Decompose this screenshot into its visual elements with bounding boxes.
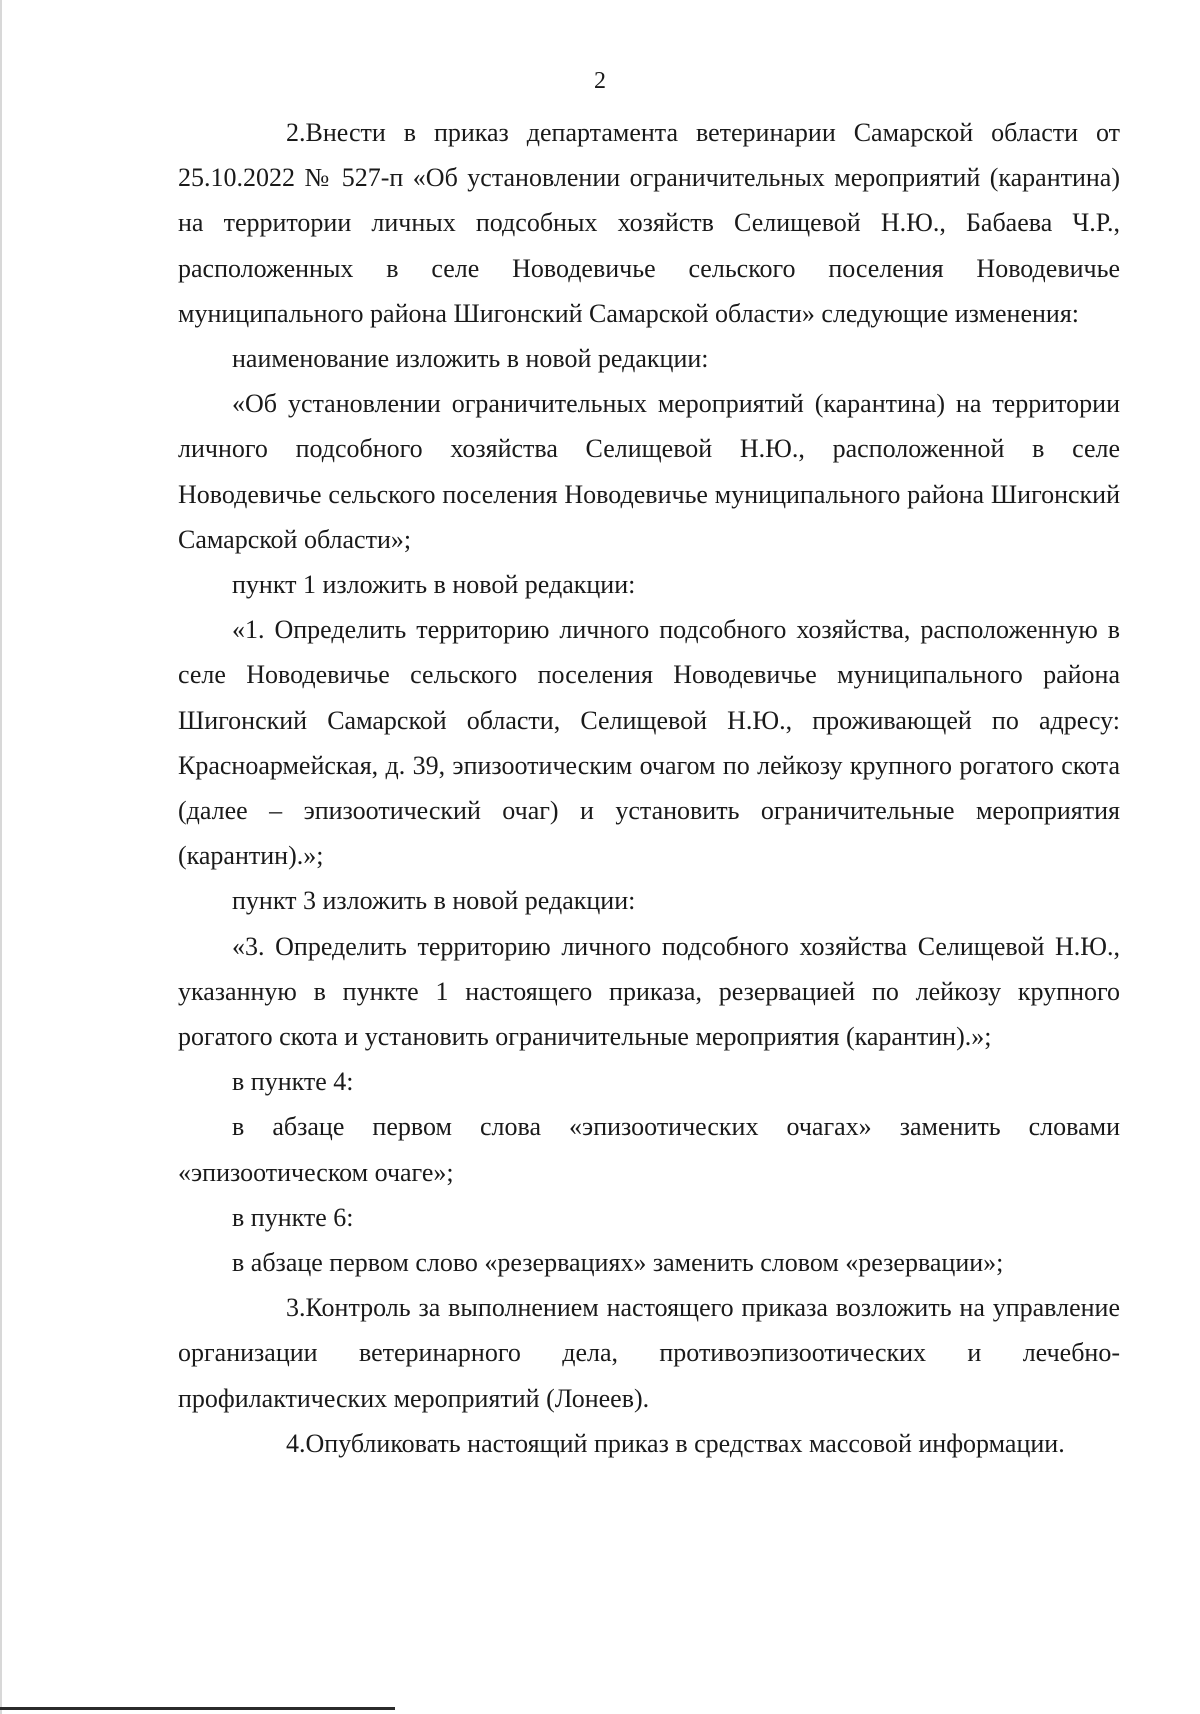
scan-edge bbox=[0, 0, 2, 1714]
paragraph-text: в пункте 6: bbox=[232, 1202, 354, 1232]
paragraph-item-4 bbox=[178, 1421, 1120, 1466]
paragraph-text: наименование изложить в новой редакции: bbox=[232, 344, 709, 374]
paragraph-text: Внести в приказ департамента ветеринарии Самарской области от 25.10.2022 № 527-п «Об установлении ограничительных мероприятий (карантина) на территории личных подсобных хозяйств Селищевой Н.Ю., Бабаева Ч.Р., расположенных в селе Новодевичье сельского поселения Новодевичье муниципального района Шигонский Самарской области» следующие изменения: bbox=[178, 118, 1120, 328]
item-number: 3. bbox=[286, 1293, 306, 1323]
item-number: 4. bbox=[286, 1428, 306, 1458]
paragraph-quote-point-3 bbox=[178, 924, 1120, 1060]
paragraph-text: «Об установлении ограничительных мероприятий (карантина) на территории личного подсобного хозяйства Селищевой Н.Ю., расположенной в селе Новодевичье сельского поселения Новодевичье муниципального района Шигонский Самарской области»; bbox=[178, 389, 1120, 554]
paragraph-item-2 bbox=[178, 110, 1120, 336]
scan-bottom-border bbox=[0, 1707, 395, 1710]
paragraph-text: пункт 3 изложить в новой редакции: bbox=[232, 886, 636, 916]
paragraph-quote-title bbox=[178, 381, 1120, 562]
paragraph bbox=[178, 562, 1120, 607]
paragraph-text: Опубликовать настоящий приказ в средствах массовой информации. bbox=[305, 1428, 1065, 1458]
paragraph-text: «3. Определить территорию личного подсобного хозяйства Селищевой Н.Ю., указанную в пункте 1 настоящего приказа, резервацией по лейкозу крупного рогатого скота и установить ограничительные мероприятия (карантин).»; bbox=[178, 931, 1120, 1052]
paragraph bbox=[178, 878, 1120, 923]
paragraph bbox=[178, 1104, 1120, 1194]
paragraph bbox=[178, 1240, 1120, 1285]
paragraph-text: пункт 1 изложить в новой редакции: bbox=[232, 570, 636, 600]
paragraph bbox=[178, 1059, 1120, 1104]
document-body bbox=[178, 110, 1120, 1466]
paragraph-item-3 bbox=[178, 1285, 1120, 1421]
paragraph-text: в пункте 4: bbox=[232, 1067, 354, 1097]
paragraph bbox=[178, 336, 1120, 381]
item-number: 2. bbox=[286, 118, 306, 147]
paragraph-quote-point-1 bbox=[178, 607, 1120, 878]
paragraph-text: в абзаце первом слова «эпизоотических очагах» заменить словами «эпизоотическом очаге»; bbox=[178, 1112, 1120, 1187]
paragraph-text: в абзаце первом слово «резервациях» заменить словом «резервации»; bbox=[232, 1248, 1004, 1278]
paragraph bbox=[178, 1195, 1120, 1240]
paragraph-text: «1. Определить территорию личного подсобного хозяйства, расположенную в селе Новодевичье сельского поселения Новодевичье муниципального района Шигонский Самарской области, Селищевой Н.Ю., проживающей по адресу: Красноармейская, д. 39, эпизоотическим очагом по лейкозу крупного рогатого скота (далее – эпизоотический очаг) и установить ограничительные мероприятия (карантин).»; bbox=[178, 615, 1120, 871]
paragraph-text: Контроль за выполнением настоящего приказа возложить на управление организации ветеринарного дела, противоэпизоотических и лечебно-профилактических мероприятий (Лонеев). bbox=[178, 1293, 1120, 1413]
page-number: 2 bbox=[594, 68, 606, 94]
